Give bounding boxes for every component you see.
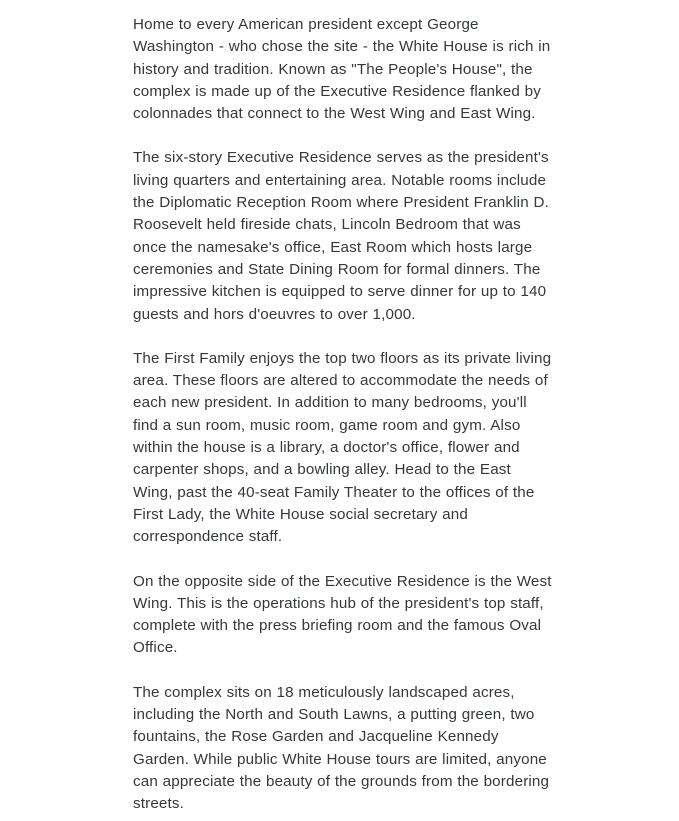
paragraph-4: On the opposite side of the Executive Residence is the West Wing. This is the operations hub of the president's top staff, complete with the press briefing room and the famous Oval Office. bbox=[133, 572, 552, 657]
paragraph-3: The First Family enjoys the top two floors as its private living area. These floors are altered to accommodate the needs of each new president. In addition to many bedrooms, you'll find a sun room, music room, game room and gym. Also within the house is a library, a doctor's office, flower and carpenter shops, and a bowling alley. Head to the East Wing, past the 40-seat Family Theater to the offices of the First Lady, the White House social secretary and correspondence staff. bbox=[133, 349, 552, 546]
paragraph-5: The complex sits on 18 meticulously landscaped acres, including the North and South Lawns, a putting green, two fountains, the Rose Garden and Jacqueline Kennedy Garden. While public White House tours are limited, anyone can appreciate the beauty of the grounds from the bordering streets. bbox=[133, 683, 550, 813]
paragraph-1: Home to every American president except George Washington - who chose the site - the White House is rich in history and tradition. Known as "The People's House", the complex is made up of the Executive Residence flanked by colonnades that connect to the West Wing and East Wing. bbox=[133, 16, 551, 123]
paragraph-2: The six-story Executive Residence serves as the president's living quarters and entertaining area. Notable rooms include the Diplomatic Reception Room where President Franklin D. Roosevelt held fireside chats, Lincoln Bedroom that was once the namesake's office, East Room which hosts large ceremonies and State Dining Room for formal dinners. The impressive kitchen is equipped to serve dinner for up to 140 guests and hors d'oeuvres to over 1,000. bbox=[133, 149, 549, 323]
article-body bbox=[133, 14, 555, 816]
